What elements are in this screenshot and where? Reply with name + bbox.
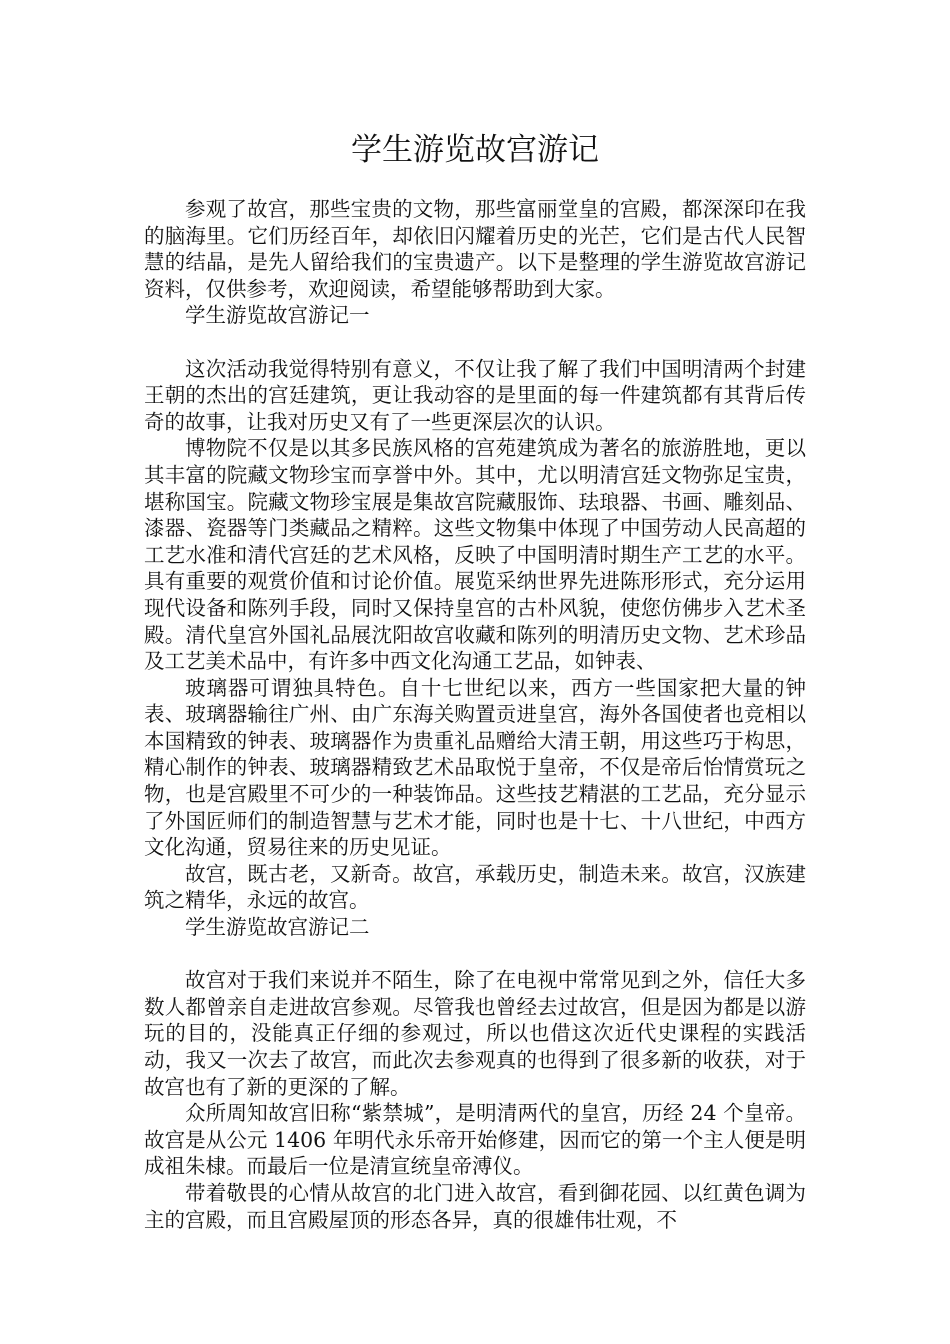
intro-paragraph: 参观了故宫，那些宝贵的文物，那些富丽堂皇的宫殿，都深深印在我的脑海里。它们历经百年，却依旧闪耀着历史的光芒，它们是古代人民智慧的结晶，是先人留给我们的宝贵遗产。以下是整理的学生游览故宫游记资料，仅供参考，欢迎阅读，希望能够帮助到大家。	[144, 197, 806, 301]
paragraph: 博物院不仅是以其多民族风格的宫苑建筑成为著名的旅游胜地，更以其丰富的院藏文物珍宝而享誉中外。其中，尤以明清宫廷文物弥足宝贵，堪称国宝。院藏文物珍宝展是集故宫院藏服饰、珐琅器、书画、雕刻品、漆器、瓷器等门类藏品之精粹。这些文物集中体现了中国劳动人民高超的工艺水准和清代宫廷的艺术风格，反映了中国明清时期生产工艺的水平。具有重要的观赏价值和讨论价值。展览采纳世界先进陈形形式，充分运用现代设备和陈列手段，同时又保持皇宫的古朴风貌，使您仿佛步入艺术圣殿。清代皇宫外国礼品展沈阳故宫收藏和陈列的明清历史文物、艺术珍品及工艺美术品中，有许多中西文化沟通工艺品，如钟表、	[144, 436, 806, 674]
paragraph: 故宫，既古老，又新奇。故宫，承载历史，制造未来。故宫，汉族建筑之精华，永远的故宫。	[144, 861, 806, 913]
paragraph: 故宫对于我们来说并不陌生，除了在电视中常常见到之外，信任大多数人都曾亲自走进故宫参观。尽管我也曾经去过故宫，但是因为都是以游玩的目的，没能真正仔细的参观过，所以也借这次近代史课程的实践活动，我又一次去了故宫，而此次去参观真的也得到了很多新的收获，对于故宫也有了新的更深的了解。	[144, 968, 806, 1099]
paragraph: 玻璃器可谓独具特色。自十七世纪以来，西方一些国家把大量的钟表、玻璃器输往广州、由广东海关购置贡进皇宫，海外各国使者也竞相以本国精致的钟表、玻璃器作为贵重礼品赠给大清王朝，用这些巧于构思，精心制作的钟表、玻璃器精致艺术品取悦于皇帝，不仅是帝后怡情赏玩之物，也是宫殿里不可少的一种装饰品。这些技艺精湛的工艺品，充分显示了外国匠师们的制造智慧与艺术才能，同时也是十七、十八世纪，中西方文化沟通，贸易往来的历史见证。	[144, 675, 806, 860]
blank-line	[144, 941, 806, 968]
document-body	[144, 196, 806, 1233]
document-title: 学生游览故宫游记	[351, 132, 599, 168]
section-heading-2: 学生游览故宫游记二	[185, 915, 370, 940]
paragraph: 众所周知故宫旧称“紫禁城”，是明清两代的皇宫，历经 24 个皇帝。故宫是从公元 1406 年明代永乐帝开始修建，因而它的第一个主人便是明成祖朱棣。而最后一位是清宣统皇帝溥仪。	[144, 1101, 806, 1179]
paragraph: 这次活动我觉得特别有意义，不仅让我了解了我们中国明清两个封建王朝的杰出的宫廷建筑，更让我动容的是里面的每一件建筑都有其背后传奇的故事，让我对历史又有了一些更深层次的认识。	[144, 356, 806, 434]
paragraph: 带着敬畏的心情从故宫的北门进入故宫，看到御花园、以红黄色调为主的宫殿，而且宫殿屋顶的形态各异，真的很雄伟壮观，不	[144, 1180, 806, 1232]
blank-line	[144, 329, 806, 356]
section-heading-1: 学生游览故宫游记一	[185, 303, 370, 328]
